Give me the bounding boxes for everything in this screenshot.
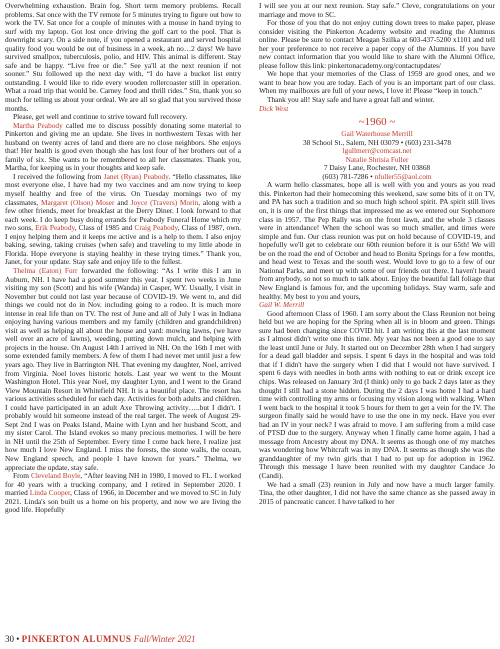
class-note-paragraph: I will see you at our next reunion. Stay safe.” Cleve, congratulations on your marriage and move to SC. [259,1,495,19]
classmate-name: Margaret (Olson) Moser [41,197,115,207]
page-footer [5,633,195,645]
footer-brand: PINKERTON [21,634,81,644]
class-note-paragraph [5,173,241,267]
page-number: 30 [5,634,14,644]
class-year-heading: ~1960 ~ [358,116,396,129]
classmate-name: Erik Peabody [35,223,75,233]
class-note-paragraph: Please, get well and continue to strive toward full recovery. [13,112,188,122]
paragraph-text: From [13,471,31,481]
class-note-paragraph [5,122,241,173]
class-note-paragraph: A warm hello classmates, hope all is well with you and yours as you read this. Pinkerton had their homecoming this weekend, saw some bits of it on TV, and PA has such a tradition and so much high school spirit. PA spirit still lives on, it is one of the first things that impressed me as we entered our Sophomore class in 1957. The Pep Rally was on the front lawn, and the whole 3 classes were in attendance! When the school was so much smaller, and times were simple and fun. Our class reunion was put on hold because of COVID-19, and hopefully we'll get to celebrate our 60th reunion before it is our 65th! We will be on the road the end of October and head to Bonita Springs for a few months, and head west to Texas and the south west. Would love to go to a few of our National Parks, and meet up with some of our friends out there. I haven't heard from anybody, so not so much to talk about. Enjoy the beautiful fall foliage that New England is famous for, and the upcoming holidays. Stay warm, safe and healthy. My best to you and yours, [259,180,495,301]
classmate-name: Craig Peabody [134,223,178,233]
class-note-paragraph [5,267,241,472]
classmate-name: Thelma (Eaton) Furr [13,265,78,275]
correspondent-phone: (603) 781-7286 • [322,171,375,181]
paragraph-text: , Class of 1985 and [74,223,135,233]
class-note-paragraph: Thank you all! Stay safe and have a great fall and winter. [267,95,435,105]
paragraph-text: I received the following from [13,171,104,181]
class-note-paragraph: For those of you that do not enjoy cutting down trees to make paper, please consider visiting the Pinkerton Academy website and reading the Alumnus online. Please be sure to contact Meagan Szilka at 603-437-5200 x1101 and tell her your preference to not receive a paper copy of the Alumnus. If you have new contact information that you would like to share with the Alumni Office, please follow this link: pinkertonacademy.org/contactupdates/ [259,18,495,70]
classmate-name: Joyce (Travers) Morin [130,197,199,207]
classmate-name: Cleveland Boyle [30,471,81,481]
class-note-paragraph: We had a small (23) reunion in July and now have a much larger family. Tina, the other daughter, I did not have the same chance as she passed away in 2015 of pancreatic cancer. I have talked to her [259,479,495,506]
footer-magazine-title: ALUMNUS [82,634,132,644]
paragraph-text: , Class of 1987, own. I enjoy helping them and it keeps me active and is a help to them. I also enjoy baking, sewing, taking cruises (when safe) and traveling to my little abode in Florida. Hope everyone is staying healthy in these trying times.” Thank you, Janet, for your update. Stay safe and enjoy life to the fullest. [5,223,242,267]
footer-issue: Fall/Winter 2021 [133,634,196,644]
paragraph-text: . “Hello classmates, like most everyone else, I have had my two vaccines and am now trying to keep myself healthy and free of the virus. On Tuesday mornings two of my classmates, [5,171,241,207]
correspondent-address: 7 Daisy Lane, Rochester, NH 03868 [323,163,431,173]
correspondent-email-link[interactable]: lgullmerr@comcast.net [342,146,412,156]
class-note-paragraph: We hope that your memories of the Class of 1959 are good ones, and we want to hear how you are today. Each of you is an important part of our class. When my mailboxes are full of your news, I love it! Please “keep in touch.” [259,69,495,96]
paragraph-text: called me to discuss possibly donating some material to Pinkerton and giving me an update. She lives in northwestern Texas with her husband on twenty acres of land and there are no close neighbors. She enjoys that! Her health is good even though she has lost four of her brothers out of a family of six. She wants to be remembered to all her classmates. Thank you, Martha, for keeping us in your thoughts and keep safe. [5,120,241,173]
footer-separator: • [14,634,22,644]
classmate-name: Martha Peabody [13,120,63,130]
class-note-paragraph [5,472,241,515]
class-note-paragraph: Good afternoon Class of 1960. I am sorry about the Class Reunion not being held but we are hoping for the Spring when all is in bloom and green. Things sure had been changing since COVID hit. I am writing this at the last moment as I almost didn't write one this time. My year has not been a good one to say the least until June or July. It started out on December 28th when I had surgery for a dead gall bladder and sepsis. I spent 6 days in the hospital and was told that if I didn't have the surgery when I did that I would not have survived. I spent 6 days with needles in both arms with nothing to eat or drink except ice chips. Was released on January 3rd (I think) only to go back 2 days later as they thought I still had a stone hidden. During the 2 days I was home I had a hard time with controlling my arms or focusing my vision along with walking. When I went back to the hospital it took 5 hours for them to get a vein for the IV. The surgeon finally said he would have to use the one in my neck. Have you ever had an IV in your neck? I was afraid to move. I am suffering from a mild case of PTSD due to the surgery. Anyway when I finally came home again, I had a message from Ancestry about my DNA. It seems as though one of my matches was wondering how Whitcraft was in my DNA. It seems as though she was the granddaughter of my twin girls that I had to put up for adoption in 1962. Through this message I have been reunited with my daughter Candace Jo (Candi). [259,308,495,480]
paragraph-text: , along with a few other friends, meet for breakfast at the Derry Diner. I look forward to that each week. I do keep busy doing errands for Peabody Funeral Home which my two sons, [5,197,242,233]
classmate-name: Linda Cooper [29,488,71,498]
correspondent-signature: Gail W. Merrill [259,300,305,310]
paragraph-text: , Class of 1966, in December and we moved to SC in July 2021. Linda's son built us a home on his property, and now we are living the good life. Hopefully [5,488,242,515]
left-column [5,2,241,515]
classmate-name: Janet (Ryan) Peabody [103,171,169,181]
right-column [259,2,495,506]
class-note-paragraph: Overwhelming exhaustion. Brain fog. Short term memory problems. Recall problems. Sat once with the TV remote for 5 minutes trying to figure out how to work the TV. Sat once for a couple of minutes with a mouse in hand trying to surf with my laptop. Got lost once driving the golf cart to the pool. That is downright scary. On a side note, if you opened a restaurant and served hospital quality food you would be out of business in a week, ah no…2 days! We have survived smallpox, tuberculosis, polio, and HIV. This animal is different. Stay safe and be happy. “Live free or die.” See ya'll at the next reunion if not sooner.” Stu followed up the next day with, “I do have a bucket list entry outstanding. I would like to ride every wooden rollercoaster still in operation. What a road trip that would be. Carney food and thrill rides.” Stu, thank you so much for telling us about your ordeal. We are all so glad that you survived those months. [5,1,241,113]
paragraph-text: and [114,197,131,207]
correspondent-name: Gail Waterhouse Merrill [341,129,413,139]
paragraph-text: forwarded the following: “As I write this I am in Auburn, NH. I have had a good summer this year. I spent two weeks in June visiting my son (Scott) and his wife (Wanda) in Casper, WY. Usually, I visit in November but could not last year because of COVID-19. We went to, and did things we could not do in Nov. including going to a rodeo. It is much more intense in real life than on TV. The rest of June and all of July I was in Indiana enjoying having various members and my family (children and grandchildren) visit as well as helping all about the house and yard: mowing lawns, (we have well over an acre of lawns), weeding, putting down mulch, and helping with projects in the house. On August 14th I arrived in NH. On the 16th I met with some extended family members. A few of them I had never met until just a few years ago. They live in Barrington NH. That evening my daughter, Noel, arrived from Virginia. Noel loves historic hotels. Last year we went to the Mount Washington Hotel. This year Noel, my daughter Lynn, and I went to the Grand View Mountain Resort in Whitefield NH. It is a beautiful place. The resort has various activities scheduled for each day. Activities for both adults and children. I could have participated in an adult Axe Throwing activity…..but I didn't. I probably would hit someone instead of the real target. The week of August 29-Sept 2nd I was on Peaks Island, Maine with Lynn and her husband Scott, and my sister Carol. The Island evokes so many precious memories. I will be here in NH until the 25th of September. Every time I come back here, I realize just how much I love New England. I miss the forests, the stone walls, the ocean, New England speech, and people I have known for years.” Thelma, we appreciate the update, stay safe. [5,265,241,472]
correspondent-signature: Dick West [259,103,289,113]
correspondent-address: 38 School St., Salem, NH 03079 • (603) 231-3478 [302,137,451,147]
correspondent-email-link[interactable]: nfuller55@aol.com [374,171,432,181]
correspondent-name: Natalie Shrisia Fuller [345,154,409,164]
paragraph-text: , “After leaving NH in 1980, I moved to FL. I worked for 40 years with a trucking company, and I retired in September 2020. I married [5,471,242,498]
